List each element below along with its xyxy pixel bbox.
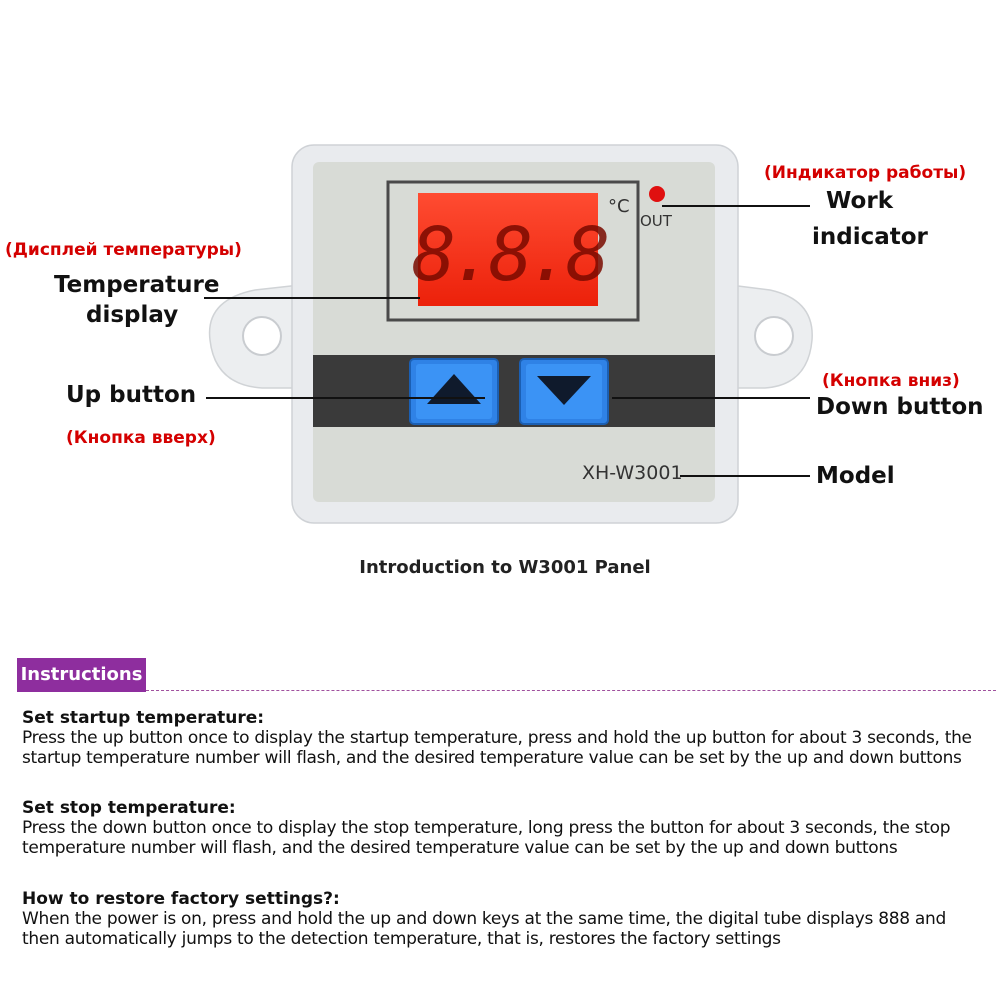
unit-label: °C — [608, 196, 630, 217]
down-button-label: Down button — [816, 394, 984, 420]
instructions-divider — [146, 690, 996, 691]
right-mounting-hole — [755, 317, 793, 355]
section-heading: How to restore factory settings?: — [22, 889, 340, 909]
figure-caption: Introduction to W3001 Panel — [359, 557, 651, 578]
instruction-section-factory-reset — [22, 889, 982, 949]
section-body: Press the up button once to display the startup temperature, press and hold the up button for about 3 seconds, the startup temperature number will flash, and the desired temperature value can be set by the up and down buttons — [22, 728, 972, 768]
temperature-display-label-line2: display — [86, 302, 179, 328]
left-mounting-hole — [243, 317, 281, 355]
temperature-display-ru-label: (Дисплей температуры) — [5, 240, 242, 260]
section-heading: Set startup temperature: — [22, 708, 265, 728]
model-label: XH-W3001 — [582, 462, 683, 484]
work-indicator-label-line1: Work — [826, 188, 893, 214]
section-body: Press the down button once to display the stop temperature, long press the button for about 3 seconds, the stop temperature number will flash, and the desired temperature value can be set by the up and down buttons — [22, 818, 951, 858]
instruction-section-startup — [22, 708, 982, 768]
display-digits: 8.8.8 — [411, 212, 605, 298]
section-body: When the power is on, press and hold the up and down keys at the same time, the digital tube displays 888 and then automatically jumps to the detection temperature, that is, restores the factory settings — [22, 909, 946, 949]
instructions-tab: Instructions — [17, 658, 146, 692]
work-indicator-label-line2: indicator — [812, 224, 928, 250]
button-strip — [313, 355, 715, 427]
section-heading: Set stop temperature: — [22, 798, 236, 818]
model-callout-label: Model — [816, 463, 895, 489]
work-indicator-led — [649, 186, 665, 202]
out-label: OUT — [640, 212, 672, 230]
up-button-ru-label: (Кнопка вверх) — [66, 428, 216, 448]
work-indicator-ru-label: (Индикатор работы) — [764, 163, 967, 183]
up-button-label: Up button — [66, 382, 197, 408]
temperature-display-label-line1: Temperature — [54, 272, 220, 298]
down-button-ru-label: (Кнопка вниз) — [822, 371, 960, 391]
instruction-section-stop — [22, 798, 982, 858]
